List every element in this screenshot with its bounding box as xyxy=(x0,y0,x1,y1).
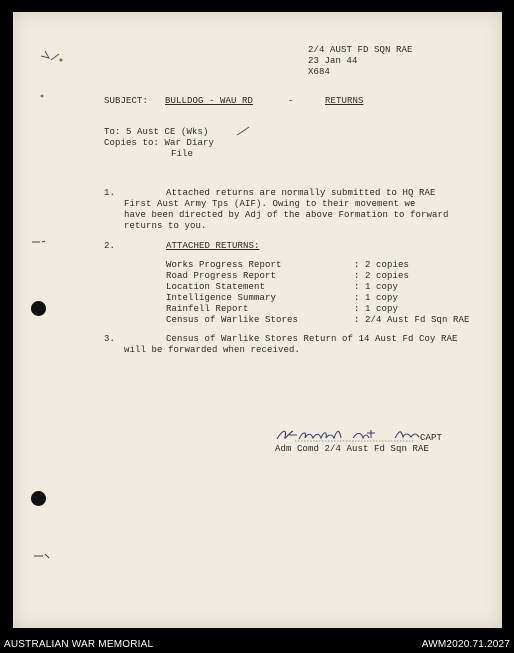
para1-line: have been directed by Adj of the above Formation to forward xyxy=(124,210,449,220)
para2-heading: ATTACHED RETURNS: xyxy=(166,241,260,251)
return-item-name: Census of Warlike Stores xyxy=(166,315,299,325)
return-item-name: Location Statement xyxy=(166,282,266,292)
return-item-name: Road Progress Report xyxy=(166,271,277,281)
subject-label: SUBJECT: xyxy=(104,96,149,106)
para3-number: 3. xyxy=(104,334,116,344)
staple-mark-icon xyxy=(39,48,65,64)
para3-line: Census of Warlike Stores Return of 14 Aust Fd Coy RAE xyxy=(166,334,458,344)
rust-spot-icon xyxy=(39,92,47,100)
para2-number: 2. xyxy=(104,241,116,251)
return-item-qty: : 1 copy xyxy=(354,293,399,303)
footer-accession-number: AWM2020.71.2027 xyxy=(421,639,510,650)
return-item-qty: : 1 copy xyxy=(354,282,399,292)
return-item-qty: : 2/4 Aust Fd Sqn RAE xyxy=(354,315,470,325)
subject-returns: RETURNS xyxy=(325,96,364,106)
addressee-to: To: 5 Aust CE (Wks) xyxy=(104,127,209,137)
document-page xyxy=(13,12,502,628)
staple-mark-icon xyxy=(31,238,47,246)
return-item-name: Works Progress Report xyxy=(166,260,282,270)
para3-line: will be forwarded when received. xyxy=(124,345,301,355)
return-item-qty: : 2 copies xyxy=(354,260,410,270)
return-item-name: Rainfell Report xyxy=(166,304,249,314)
para1-line: returns to you. xyxy=(124,221,207,231)
para1-line: First Aust Army Tps (AIF). Owing to their movement we xyxy=(124,199,416,209)
para1-line: Attached returns are normally submitted to HQ RAE xyxy=(166,188,436,198)
tick-mark-icon xyxy=(235,126,251,138)
return-item-qty: : 2 copies xyxy=(354,271,410,281)
signature-rank: CAPT xyxy=(420,433,443,443)
punch-hole xyxy=(31,301,46,316)
footer-archive-name: AUSTRALIAN WAR MEMORIAL xyxy=(4,639,154,650)
signature-block: Adm Comd 2/4 Aust Fd Sqn RAE xyxy=(275,444,430,454)
unit-name: 2/4 AUST FD SQN RAE xyxy=(308,45,413,55)
document-reference: X684 xyxy=(308,67,331,77)
return-item-name: Intelligence Summary xyxy=(166,293,277,303)
document-date: 23 Jan 44 xyxy=(308,56,358,66)
return-item-qty: : 1 copy xyxy=(354,304,399,314)
subject-dash: - xyxy=(288,96,294,106)
addressee-file: File xyxy=(171,149,194,159)
para1-number: 1. xyxy=(104,188,116,198)
addressee-copies: Copies to: War Diary xyxy=(104,138,215,148)
punch-hole xyxy=(31,491,46,506)
subject-title: BULLDOG - WAU RD xyxy=(165,96,254,106)
staple-mark-icon xyxy=(33,551,51,561)
